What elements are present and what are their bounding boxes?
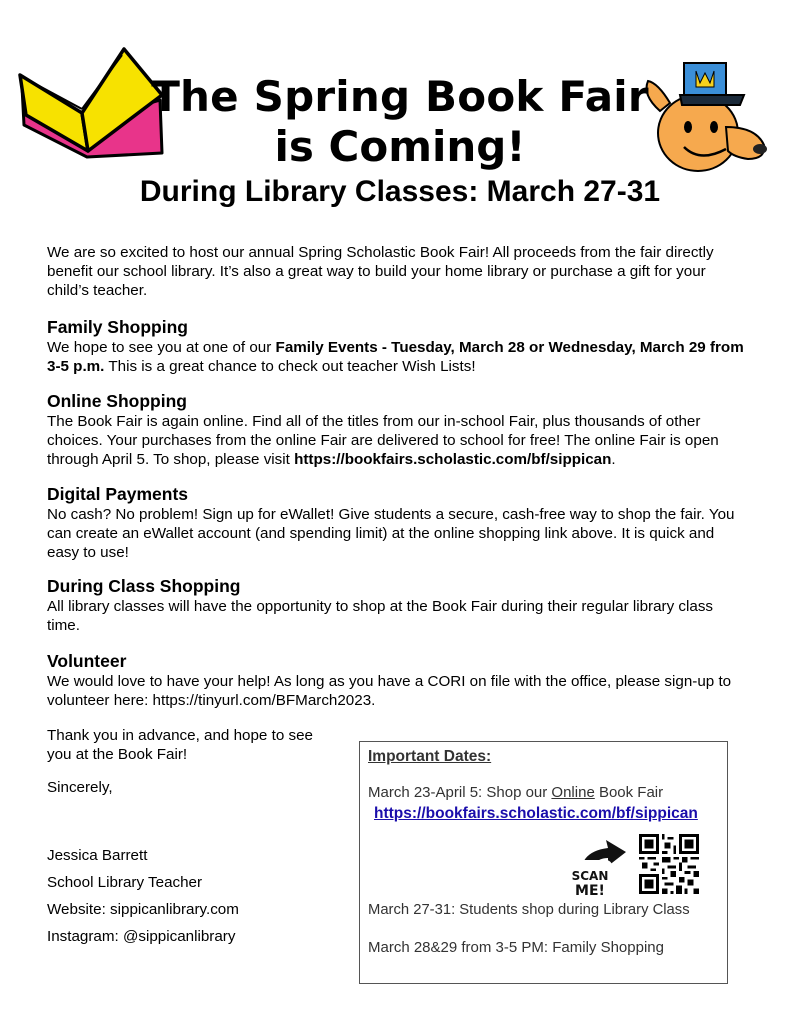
scan-arrow-icon bbox=[568, 834, 632, 900]
family-shopping-text: We hope to see you at one of our Family Events - Tuesday, March 28 or Wednesday, March 29 from 3-5 p.m. This is a great chance to check out teacher Wish Lists! bbox=[47, 339, 744, 375]
online-shopping-text: The Book Fair is again online. Find all of the titles from our in-school Fair, plus thousands of other choices. Your purchases from the online Fair are delivered to school for free! The online Fair is open through April 5. To shop, please visit https://bookfairs.scholastic.com/bf/sippican. bbox=[47, 413, 719, 468]
dates-line-family: March 28&29 from 3-5 PM: Family Shopping bbox=[368, 939, 664, 956]
important-dates-heading: Important Dates: bbox=[368, 748, 492, 765]
scholastic-link[interactable]: https://bookfairs.scholastic.com/bf/sippican bbox=[374, 805, 698, 822]
scan-text-2: ME! bbox=[575, 883, 605, 899]
volunteer-text: We would love to have your help! As long as you have a CORI on file with the office, please sign-up to volunteer here: https://tinyurl.com/BFMarch2023. bbox=[47, 673, 732, 709]
class-shopping-text: All library classes will have the opportunity to shop at the Book Fair during their regular library class time. bbox=[47, 598, 714, 634]
online-shopping-section bbox=[47, 391, 747, 469]
class-shopping-heading: During Class Shopping bbox=[47, 576, 241, 596]
signature-role: School Library Teacher bbox=[47, 874, 203, 891]
qr-code-icon[interactable] bbox=[639, 834, 699, 894]
scan-text-1: SCAN bbox=[571, 869, 609, 883]
family-shopping-heading: Family Shopping bbox=[47, 317, 188, 337]
signature-website: Website: sippicanlibrary.com bbox=[47, 901, 239, 918]
online-shopping-heading: Online Shopping bbox=[47, 391, 187, 411]
page-title-line-2: is Coming! bbox=[274, 122, 526, 171]
sincerely-text: Sincerely, bbox=[47, 779, 113, 796]
class-shopping-section bbox=[47, 576, 747, 635]
intro-paragraph: We are so excited to host our annual Spring Scholastic Book Fair! All proceeds from the fair directly benefit our school library. It’s also a great way to build your home library or purchase a gift for your child’s teacher. bbox=[47, 244, 714, 299]
volunteer-section bbox=[47, 651, 747, 710]
digital-payments-text: No cash? No problem! Sign up for eWallet! Give students a secure, cash-free way to shop the fair. You can create an eWallet account (and spending limit) at the online shopping link above. It is quick and easy to use! bbox=[47, 506, 735, 561]
signature-name: Jessica Barrett bbox=[47, 847, 148, 864]
family-shopping-section bbox=[47, 317, 747, 376]
volunteer-heading: Volunteer bbox=[47, 651, 127, 671]
page-subtitle: During Library Classes: March 27-31 bbox=[139, 175, 661, 208]
page-title-line-1: The Spring Book Fair bbox=[151, 72, 649, 121]
dates-line-online: March 23-April 5: Shop our Online Book Fair bbox=[368, 784, 664, 801]
closing-text: Thank you in advance, and hope to see you at the Book Fair! bbox=[47, 727, 313, 763]
dates-line-class: March 27-31: Students shop during Library Class bbox=[368, 902, 690, 918]
signature-instagram: Instagram: @sippicanlibrary bbox=[47, 928, 236, 945]
digital-payments-heading: Digital Payments bbox=[47, 484, 189, 504]
digital-payments-section bbox=[47, 484, 747, 562]
important-dates-box bbox=[359, 741, 728, 984]
